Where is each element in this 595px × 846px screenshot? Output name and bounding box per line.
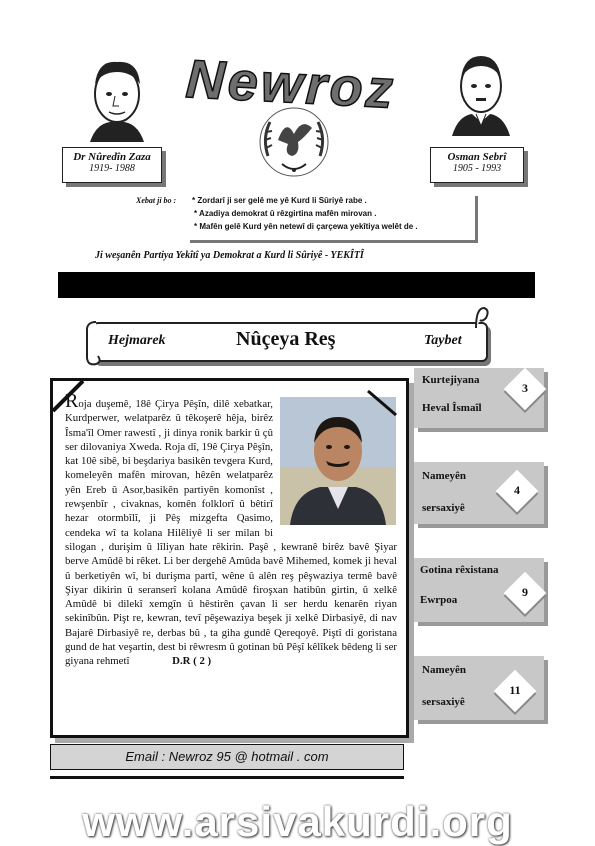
index-line1: Kurtejiyana xyxy=(422,374,480,386)
scroll-banner xyxy=(92,322,488,362)
portrait-left-name: Dr Nûredîn Zaza xyxy=(73,151,151,163)
slogan-item: * Azadiya demokrat û rêzgirtina mafên mirovan . xyxy=(194,209,377,218)
email-box[interactable]: Email : Newroz 95 @ hotmail . com xyxy=(50,744,404,770)
portrait-left xyxy=(82,54,152,142)
portrait-right-name: Osman Sebrî xyxy=(447,151,507,163)
black-banner-bar xyxy=(58,272,535,298)
portrait-left-caption xyxy=(62,147,162,183)
article-continued: D.R ( 2 ) xyxy=(172,655,212,668)
emblem-logo xyxy=(254,104,334,182)
masthead-title: Newroz xyxy=(184,49,398,120)
index-line1: Nameyên xyxy=(422,664,466,676)
index-page-number: 11 xyxy=(509,683,521,697)
index-page-number: 4 xyxy=(514,483,520,497)
slogans xyxy=(136,194,466,233)
index-box[interactable] xyxy=(414,368,544,428)
article-box xyxy=(50,378,409,738)
scroll-curl-left xyxy=(84,318,104,368)
publisher-line: Ji weşanên Partiya Yekîtî ya Demokrat a Kurd li Sûriyê - YEKÎTÎ xyxy=(95,250,364,261)
banner-right-label: Taybet xyxy=(424,333,462,348)
portrait-right-years: 1905 - 1993 xyxy=(452,163,502,174)
masthead xyxy=(184,48,416,120)
watermark: www.arsivakurdi.org xyxy=(82,798,513,845)
portrait-right xyxy=(446,48,516,136)
photo-spacer xyxy=(273,393,397,533)
index-box[interactable] xyxy=(414,462,544,524)
article-text: oja duşemê, 18ê Çirya Pêşîn, dilê xebatkar, Kurdperwer, welatparêz û têkoşerê hêja, birêz Îsma'îl Omer rawestî , ji dinya ronik barkir û çû ser dilovaniya Xweda. Roja dî, 19ê Çirya Pêşîn, kat 10ê sibê, bi beşdariya basikên tevgera Kurd, komeleyên mafên mirovan, hêzên welatparêz yên Ereb û Asor,basikên partiyên komonîst , rewşenbîr , civaknas, komên folklorî û bêtirî hezar otormbîlî, ji Pêş mizgefta Qasimo, cendeka wî ta kolana Hilêliyê li ser milan bi silogan , durişim û lîliyan hate rêkirin. Paşê , kewranê birêz bavê Şiyar berve Amûdê bi rêket. Li ber dergehê Amûda bavê Mihemed, komek ji heval û berketiyên wî, bi durişma partî, wêne û alên reş pêşwaziya termê bavê Şiyar dikirin û seranserî kolana Amûdê firoşxan hatibûn girtin, û xelkê Amûdê bi dilekî xemgîn û hêstirên çavan li ser herdu kenarên riyan sekinîbûn. Pişt re, kewran, tevî pêşewaziya beşek ji xelkê Dirbasiyê, di nav Bajarê Dirbasiyê re, derbas bû , ta giha gundê Qereqoyê. Piştî di goristana gund de hat veşartin, dest bi rêwresm û gotinan bû Pêşî kêlîkek bêdeng li ser giyana rehmetî xyxy=(65,398,397,668)
portrait-right-caption xyxy=(430,147,524,183)
index-box[interactable] xyxy=(414,656,544,720)
index-page-number: 3 xyxy=(522,381,528,395)
slogan-item: * Zordarî ji ser gelê me yê Kurd li Sûriyê rabe . xyxy=(192,196,367,205)
index-page-number: 9 xyxy=(522,585,528,599)
index-box[interactable] xyxy=(414,558,544,622)
slogans-label: Xebat ji bo : xyxy=(136,196,177,205)
scroll-curl-right xyxy=(472,304,492,332)
footer-rule xyxy=(50,776,404,779)
article-dropcap: R xyxy=(65,390,79,412)
banner-left-label: Hejmarek xyxy=(108,333,166,348)
index-line1: Nameyên xyxy=(422,470,466,482)
portrait-left-years: 1919- 1988 xyxy=(89,163,135,174)
slogan-item: * Mafên gelê Kurd yên netewî di çarçewa yekîtiya welêt de . xyxy=(194,222,418,231)
index-line2: sersaxiyê xyxy=(422,696,465,708)
index-line1: Gotina rêxistana xyxy=(420,564,499,576)
index-line2: Heval Îsmaîl xyxy=(422,402,482,414)
index-line2: sersaxiyê xyxy=(422,502,465,514)
banner-title: Nûçeya Reş xyxy=(236,328,336,350)
index-line2: Ewrpoa xyxy=(420,594,458,606)
article-body xyxy=(65,390,397,669)
